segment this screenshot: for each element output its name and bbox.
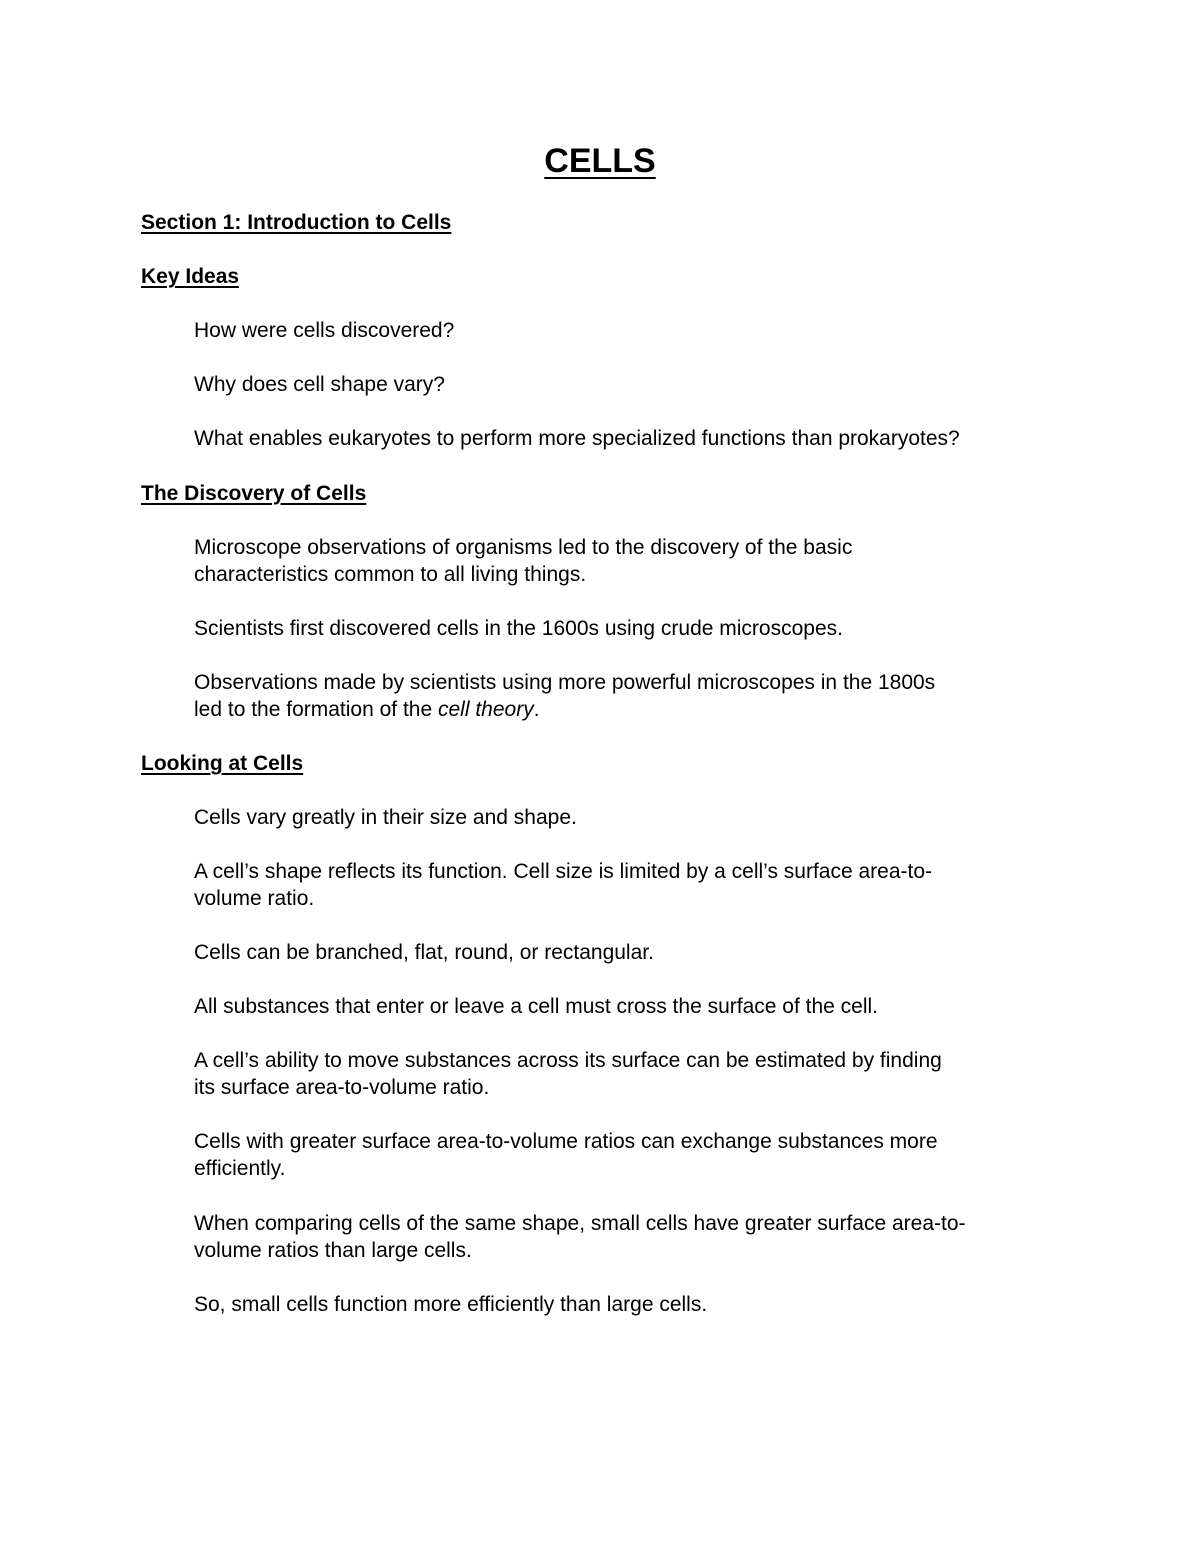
looking-paragraph: So, small cells function more efficiently than large cells.: [194, 1293, 708, 1316]
discovery-paragraph: Scientists first discovered cells in the 1600s using crude microscopes.: [194, 617, 843, 640]
discovery-paragraph: Microscope observations of organisms led to the discovery of the basic characteristics common to all living things.: [194, 536, 853, 586]
looking-paragraph: All substances that enter or leave a cell must cross the surface of the cell.: [194, 995, 878, 1018]
looking-paragraph: Cells can be branched, flat, round, or rectangular.: [194, 941, 654, 964]
key-idea-item: What enables eukaryotes to perform more specialized functions than prokaryotes?: [194, 427, 960, 450]
looking-paragraph: A cell’s shape reflects its function. Cell size is limited by a cell’s surface area-to- volume ratio.: [194, 860, 933, 910]
paragraph-text: .: [533, 698, 540, 721]
looking-paragraph: A cell’s ability to move substances across its surface can be estimated by finding its surface area-to-volume ratio.: [194, 1049, 942, 1099]
paragraph-text: Observations made by scientists using more powerful microscopes in the 1800s led to the formation of the: [194, 671, 936, 721]
key-ideas-heading: Key Ideas: [141, 265, 240, 288]
looking-paragraph: When comparing cells of the same shape, small cells have greater surface area-to- volume ratios than large cells.: [194, 1212, 966, 1262]
looking-paragraph: Cells vary greatly in their size and shape.: [194, 806, 577, 829]
looking-paragraph: Cells with greater surface area-to-volume ratios can exchange substances more efficiently.: [194, 1130, 938, 1180]
key-idea-item: How were cells discovered?: [194, 319, 455, 342]
cell-theory-term: cell theory: [437, 698, 534, 721]
discovery-heading: The Discovery of Cells: [141, 482, 367, 505]
looking-heading: Looking at Cells: [141, 752, 304, 775]
discovery-paragraph-cell-theory: [194, 669, 1074, 723]
key-idea-item: Why does cell shape vary?: [194, 373, 445, 396]
document-title: CELLS: [544, 142, 656, 180]
section-heading: Section 1: Introduction to Cells: [141, 211, 452, 234]
